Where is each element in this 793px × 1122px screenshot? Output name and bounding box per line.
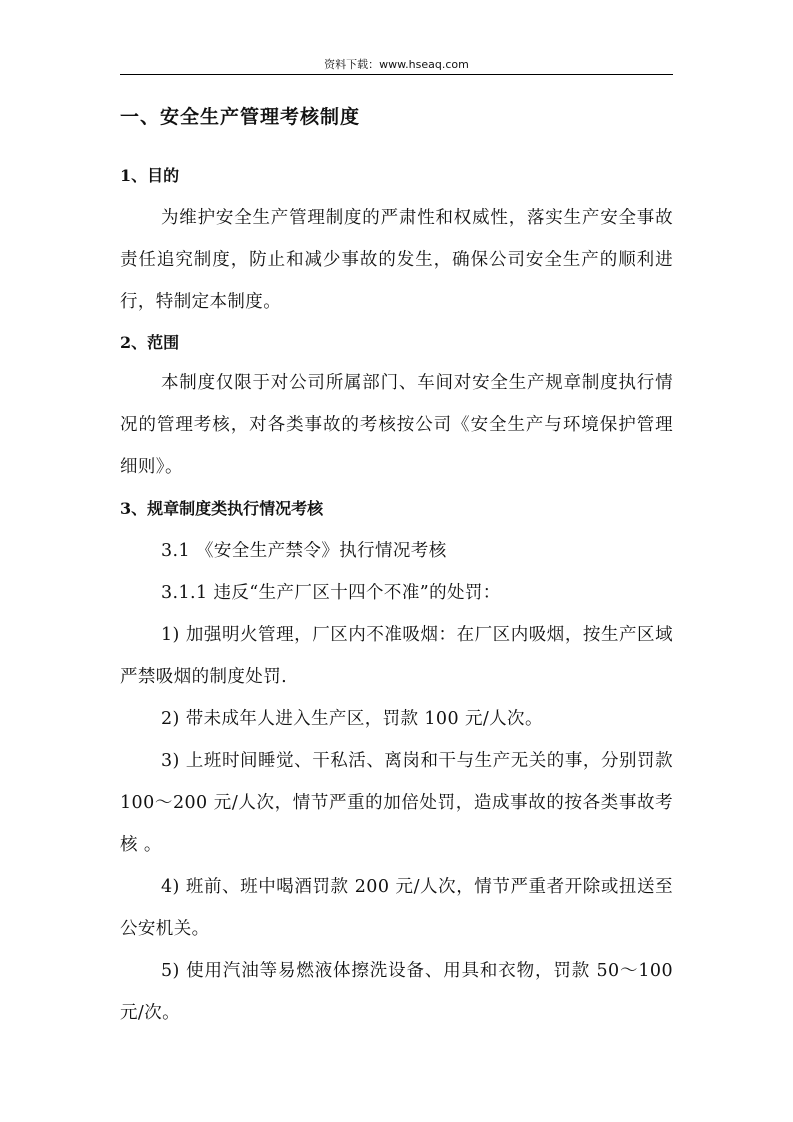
list-item-3: 3) 上班时间睡觉、干私活、离岗和干与生产无关的事，分别罚款 100～200 元/人次，情节严重的加倍处罚，造成事故的按各类事故考核 。 bbox=[120, 751, 673, 855]
list-item-1: 1) 加强明火管理，厂区内不准吸烟：在厂区内吸烟，按生产区域严禁吸烟的制度处罚. bbox=[120, 625, 673, 687]
section-3-heading: 3、规章制度类执行情况考核 bbox=[120, 499, 324, 518]
section-1-heading: 1、目的 bbox=[120, 166, 180, 185]
list-item-4: 4) 班前、班中喝酒罚款 200 元/人次，情节严重者开除或扭送至公安机关。 bbox=[120, 877, 673, 939]
list-item-2: 2) 带未成年人进入生产区，罚款 100 元/人次。 bbox=[161, 709, 543, 729]
page-header: 资料下载：www.hseaq.com bbox=[324, 58, 469, 71]
section-1-text: 为维护安全生产管理制度的严肃性和权威性，落实生产安全事故责任追究制度，防止和减少事故的发生，确保公司安全生产的顺利进行，特制定本制度。 bbox=[120, 208, 673, 312]
subsection-3-1: 3.1 《安全生产禁令》执行情况考核 bbox=[161, 541, 447, 561]
document-title: 一、安全生产管理考核制度 bbox=[120, 106, 361, 128]
list-item-5: 5) 使用汽油等易燃液体擦洗设备、用具和衣物，罚款 50～100 元/次。 bbox=[120, 961, 673, 1023]
section-2-heading: 2、范围 bbox=[120, 333, 180, 352]
section-2-text: 本制度仅限于对公司所属部门、车间对安全生产规章制度执行情况的管理考核，对各类事故的考核按公司《安全生产与环境保护管理细则》。 bbox=[120, 373, 673, 477]
subsection-3-1-1: 3.1.1 违反“生产厂区十四个不准”的处罚： bbox=[161, 583, 501, 603]
header-divider bbox=[120, 74, 673, 75]
